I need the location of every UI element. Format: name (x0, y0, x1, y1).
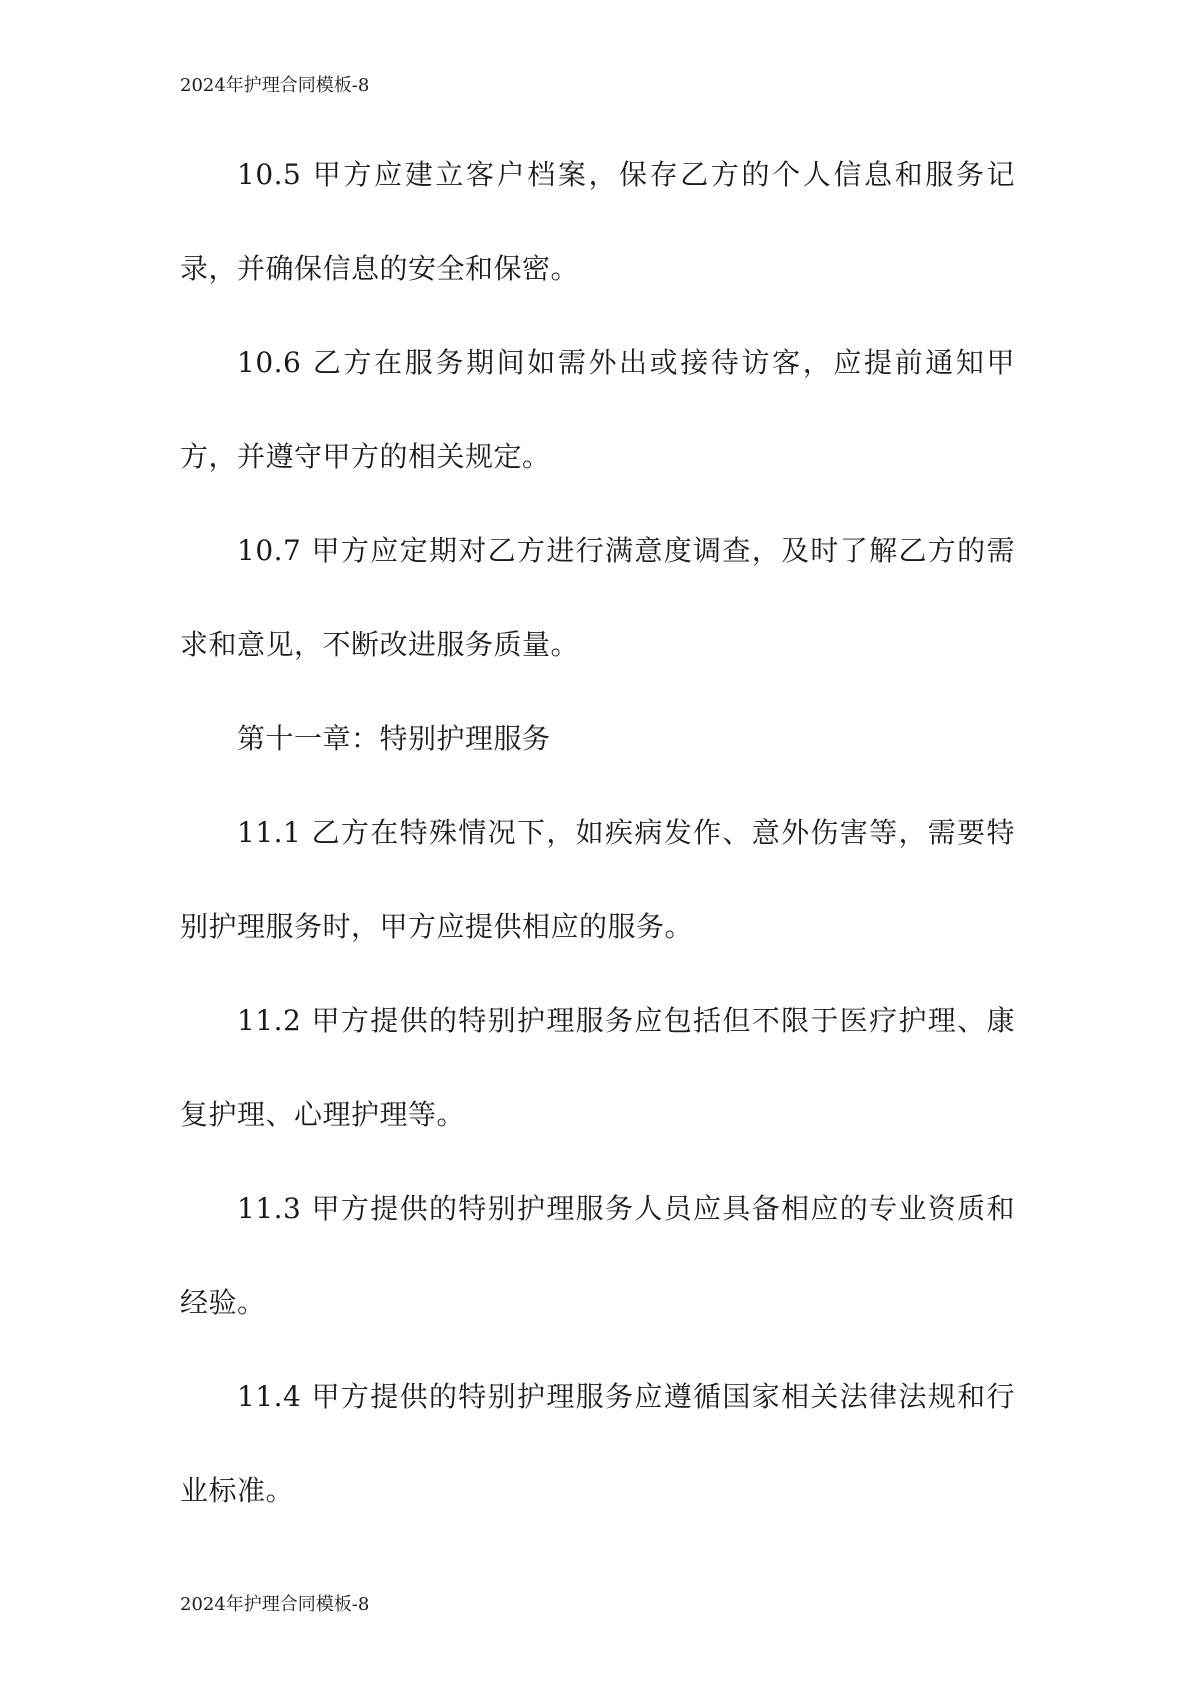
page-header: 2024年护理合同模板-8 (180, 75, 370, 96)
chapter-heading: 第十一章：特别护理服务 (237, 722, 551, 755)
clause-11-4: 11.4 甲方提供的特别护理服务应遵循国家相关法律法规和行业标准。 (180, 1380, 1015, 1507)
clause-10-7: 10.7 甲方应定期对乙方进行满意度调查，及时了解乙方的需求和意见，不断改进服务质量。 (180, 534, 1015, 661)
clause-11-2: 11.2 甲方提供的特别护理服务应包括但不限于医疗护理、康复护理、心理护理等。 (180, 1004, 1015, 1131)
document-body (180, 128, 1015, 1538)
clause-10-6: 10.6 乙方在服务期间如需外出或接待访客，应提前通知甲方，并遵守甲方的相关规定。 (180, 346, 1015, 473)
clause-10-5: 10.5 甲方应建立客户档案，保存乙方的个人信息和服务记录，并确保信息的安全和保密。 (180, 158, 1015, 285)
clause-11-3: 11.3 甲方提供的特别护理服务人员应具备相应的专业资质和经验。 (180, 1192, 1015, 1319)
clause-11-1: 11.1 乙方在特殊情况下，如疾病发作、意外伤害等，需要特别护理服务时，甲方应提供相应的服务。 (180, 816, 1015, 943)
page-footer: 2024年护理合同模板-8 (180, 1594, 370, 1615)
